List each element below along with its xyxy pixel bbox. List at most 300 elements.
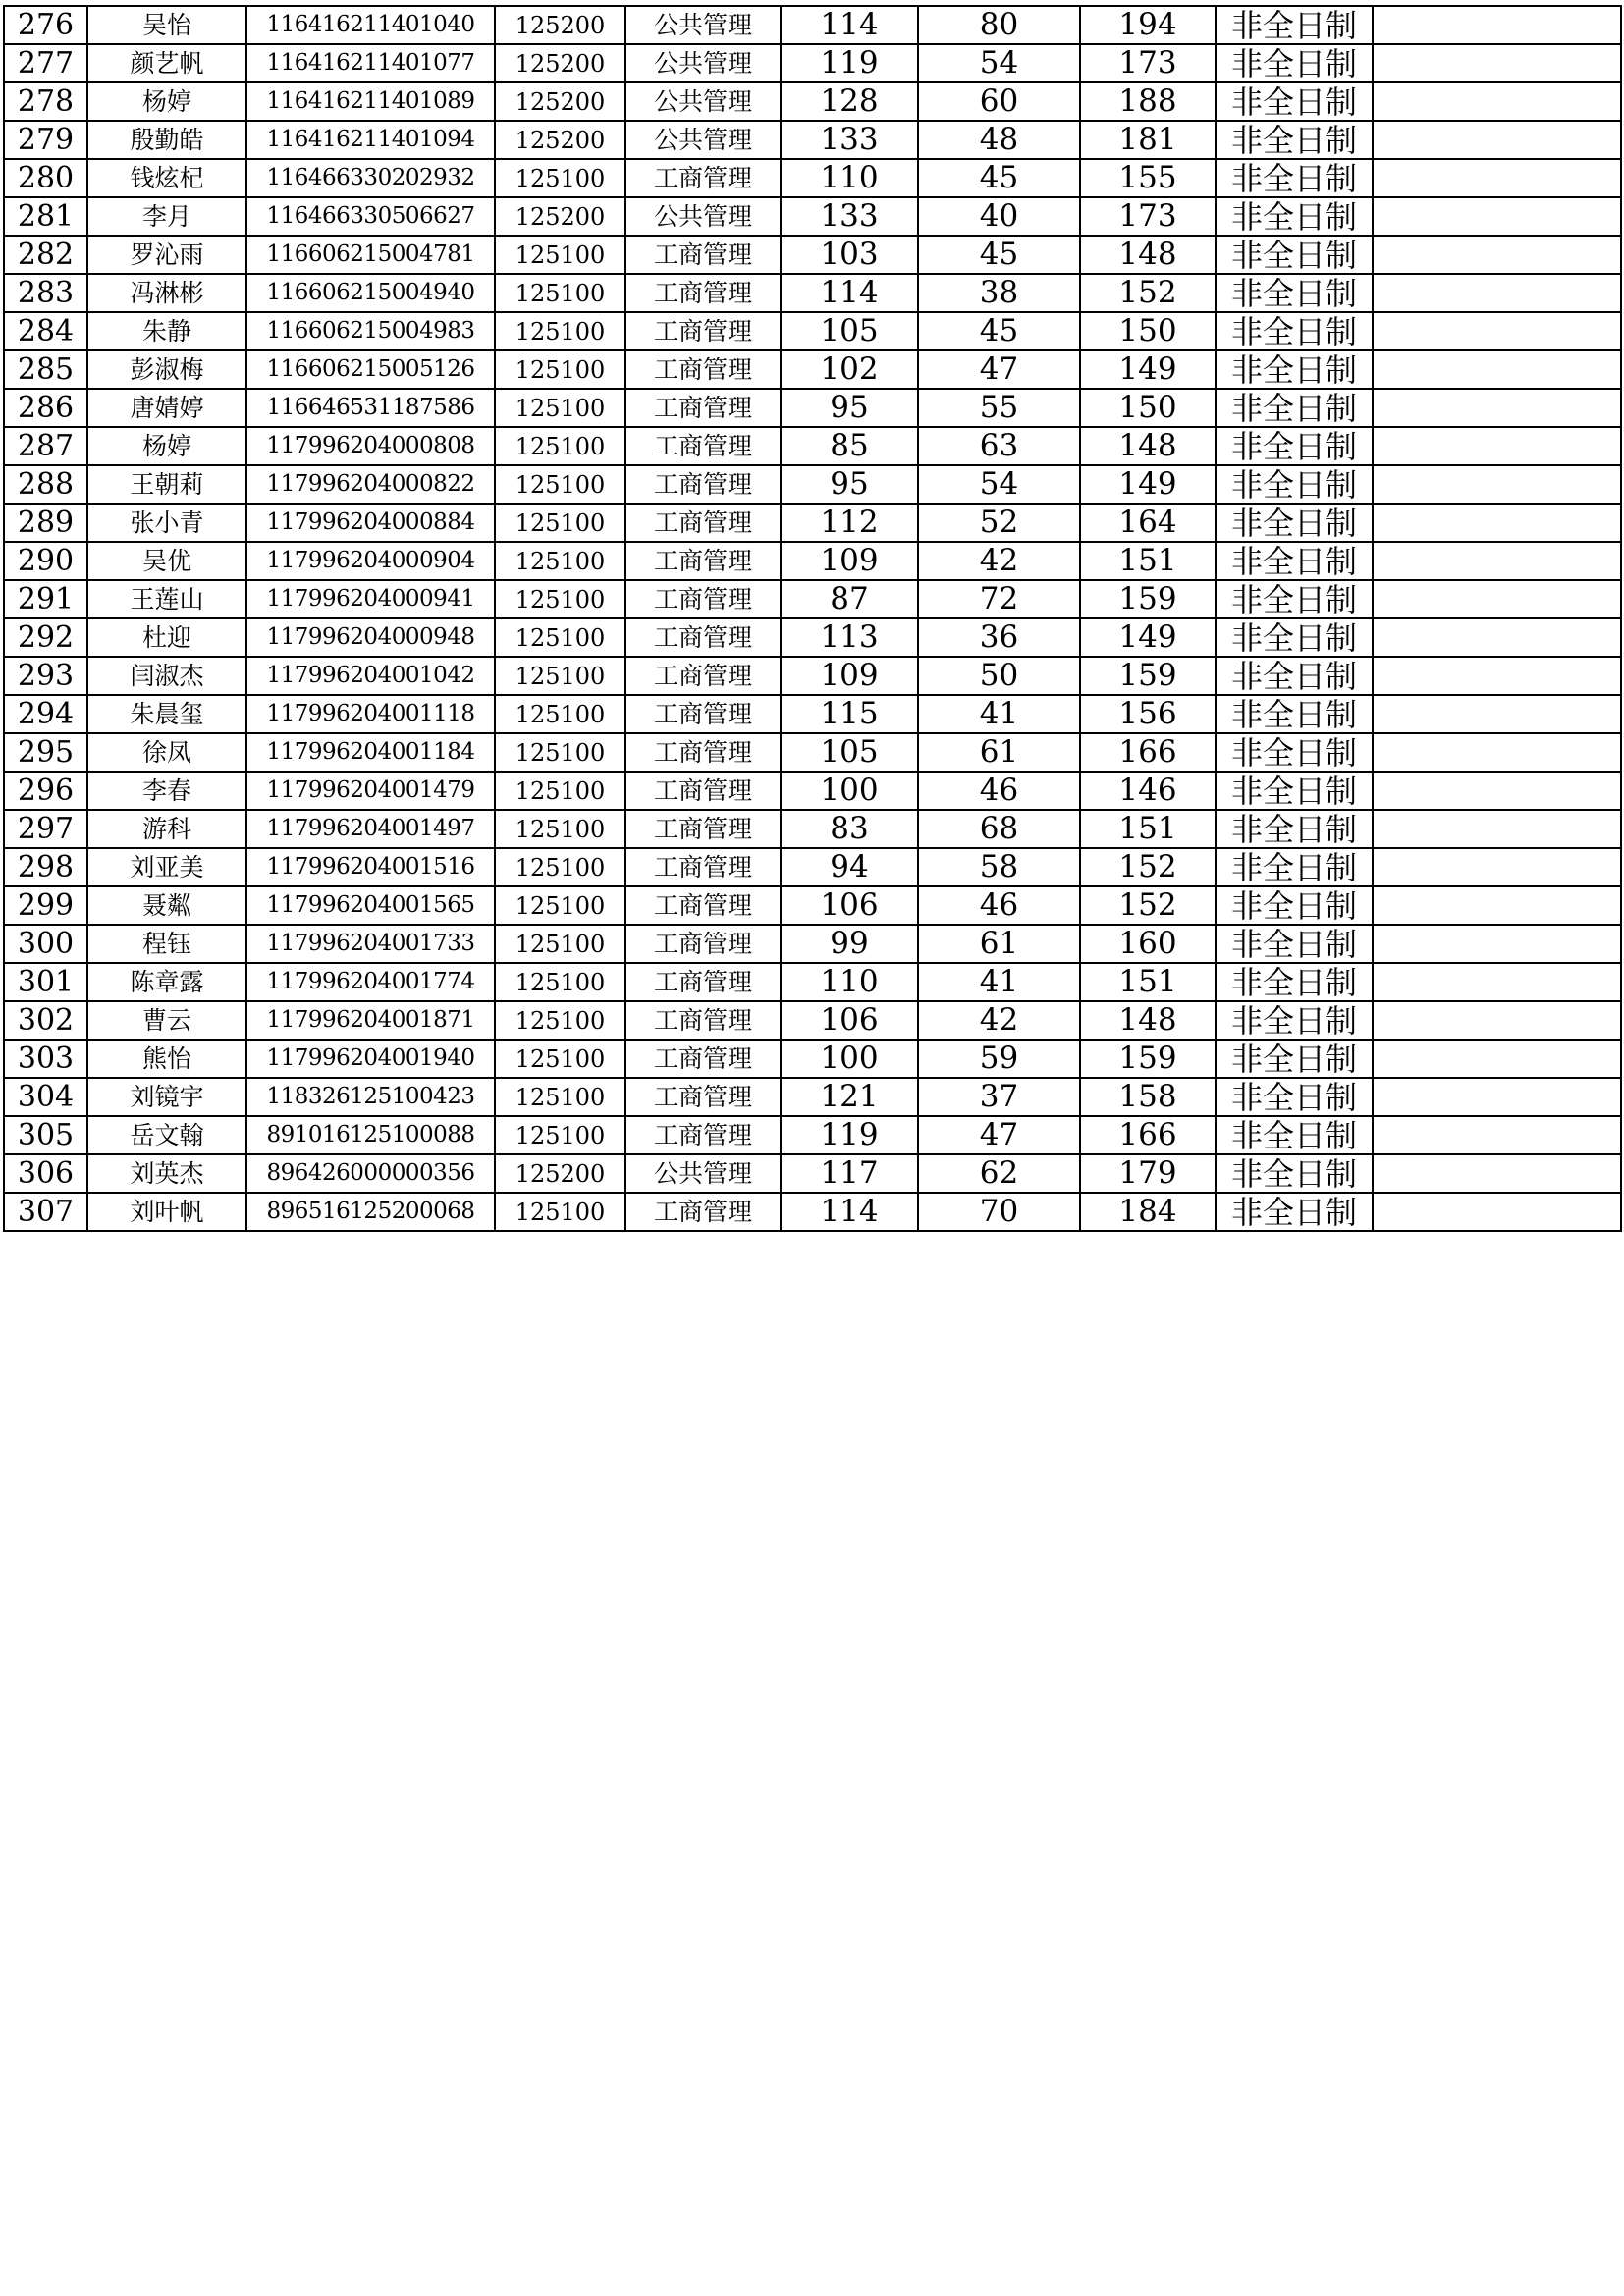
serial-number-cell: 297	[4, 810, 87, 848]
serial-number-cell: 300	[4, 925, 87, 963]
serial-number-cell: 279	[4, 121, 87, 159]
remarks-cell	[1373, 350, 1621, 389]
major-name-cell: 工商管理	[625, 580, 781, 618]
exam-number-cell: 117996204001184	[246, 733, 495, 772]
score-table	[3, 5, 1622, 1232]
candidate-name-cell: 徐凤	[87, 733, 246, 772]
study-mode-cell: 非全日制	[1216, 121, 1373, 159]
table-row	[4, 542, 1621, 580]
exam-number-cell: 118326125100423	[246, 1078, 495, 1116]
table-row	[4, 197, 1621, 236]
major-name-cell: 工商管理	[625, 695, 781, 733]
remarks-cell	[1373, 159, 1621, 197]
remarks-cell	[1373, 1040, 1621, 1078]
table-row	[4, 236, 1621, 274]
major-name-cell: 工商管理	[625, 848, 781, 886]
exam-number-cell: 117996204000808	[246, 427, 495, 465]
major-name-cell: 工商管理	[625, 963, 781, 1001]
study-mode-cell: 非全日制	[1216, 542, 1373, 580]
first-score-cell: 105	[781, 312, 918, 350]
serial-number-cell: 295	[4, 733, 87, 772]
candidate-name-cell: 吴优	[87, 542, 246, 580]
major-code-cell: 125100	[495, 312, 625, 350]
study-mode-cell: 非全日制	[1216, 733, 1373, 772]
first-score-cell: 113	[781, 618, 918, 657]
candidate-name-cell: 刘镜宇	[87, 1078, 246, 1116]
remarks-cell	[1373, 925, 1621, 963]
total-score-cell: 152	[1080, 274, 1216, 312]
first-score-cell: 94	[781, 848, 918, 886]
study-mode-cell: 非全日制	[1216, 657, 1373, 695]
major-code-cell: 125100	[495, 848, 625, 886]
major-name-cell: 工商管理	[625, 236, 781, 274]
study-mode-cell: 非全日制	[1216, 810, 1373, 848]
major-code-cell: 125100	[495, 963, 625, 1001]
exam-number-cell: 116416211401089	[246, 82, 495, 121]
study-mode-cell: 非全日制	[1216, 1001, 1373, 1040]
first-score-cell: 106	[781, 886, 918, 925]
major-code-cell: 125100	[495, 350, 625, 389]
major-name-cell: 工商管理	[625, 886, 781, 925]
candidate-name-cell: 张小青	[87, 504, 246, 542]
second-score-cell: 41	[918, 963, 1080, 1001]
candidate-name-cell: 冯淋彬	[87, 274, 246, 312]
first-score-cell: 106	[781, 1001, 918, 1040]
second-score-cell: 46	[918, 772, 1080, 810]
exam-number-cell: 117996204001733	[246, 925, 495, 963]
second-score-cell: 60	[918, 82, 1080, 121]
second-score-cell: 61	[918, 925, 1080, 963]
major-code-cell: 125200	[495, 1154, 625, 1193]
exam-number-cell: 116606215004781	[246, 236, 495, 274]
total-score-cell: 158	[1080, 1078, 1216, 1116]
candidate-name-cell: 刘英杰	[87, 1154, 246, 1193]
serial-number-cell: 285	[4, 350, 87, 389]
remarks-cell	[1373, 695, 1621, 733]
serial-number-cell: 278	[4, 82, 87, 121]
second-score-cell: 58	[918, 848, 1080, 886]
study-mode-cell: 非全日制	[1216, 389, 1373, 427]
major-name-cell: 工商管理	[625, 733, 781, 772]
exam-number-cell: 117996204001940	[246, 1040, 495, 1078]
total-score-cell: 181	[1080, 121, 1216, 159]
first-score-cell: 95	[781, 465, 918, 504]
major-code-cell: 125100	[495, 772, 625, 810]
major-code-cell: 125100	[495, 504, 625, 542]
first-score-cell: 128	[781, 82, 918, 121]
total-score-cell: 149	[1080, 618, 1216, 657]
second-score-cell: 80	[918, 6, 1080, 44]
major-name-cell: 工商管理	[625, 504, 781, 542]
table-row	[4, 963, 1621, 1001]
study-mode-cell: 非全日制	[1216, 82, 1373, 121]
second-score-cell: 42	[918, 1001, 1080, 1040]
major-name-cell: 工商管理	[625, 1116, 781, 1154]
table-row	[4, 82, 1621, 121]
remarks-cell	[1373, 82, 1621, 121]
total-score-cell: 173	[1080, 197, 1216, 236]
candidate-name-cell: 杨婷	[87, 427, 246, 465]
first-score-cell: 99	[781, 925, 918, 963]
remarks-cell	[1373, 657, 1621, 695]
second-score-cell: 42	[918, 542, 1080, 580]
serial-number-cell: 298	[4, 848, 87, 886]
total-score-cell: 166	[1080, 733, 1216, 772]
serial-number-cell: 299	[4, 886, 87, 925]
table-row	[4, 1001, 1621, 1040]
first-score-cell: 109	[781, 657, 918, 695]
study-mode-cell: 非全日制	[1216, 580, 1373, 618]
major-code-cell: 125100	[495, 580, 625, 618]
exam-number-cell: 116416211401040	[246, 6, 495, 44]
serial-number-cell: 280	[4, 159, 87, 197]
table-row	[4, 350, 1621, 389]
remarks-cell	[1373, 197, 1621, 236]
first-score-cell: 100	[781, 772, 918, 810]
exam-number-cell: 117996204001774	[246, 963, 495, 1001]
first-score-cell: 109	[781, 542, 918, 580]
study-mode-cell: 非全日制	[1216, 1193, 1373, 1231]
major-code-cell: 125100	[495, 427, 625, 465]
second-score-cell: 63	[918, 427, 1080, 465]
major-code-cell: 125200	[495, 121, 625, 159]
exam-number-cell: 117996204001871	[246, 1001, 495, 1040]
remarks-cell	[1373, 465, 1621, 504]
remarks-cell	[1373, 733, 1621, 772]
table-row	[4, 389, 1621, 427]
first-score-cell: 119	[781, 44, 918, 82]
first-score-cell: 110	[781, 159, 918, 197]
candidate-name-cell: 王朝莉	[87, 465, 246, 504]
candidate-name-cell: 王莲山	[87, 580, 246, 618]
first-score-cell: 100	[781, 1040, 918, 1078]
serial-number-cell: 301	[4, 963, 87, 1001]
first-score-cell: 119	[781, 1116, 918, 1154]
candidate-name-cell: 聂粼	[87, 886, 246, 925]
remarks-cell	[1373, 236, 1621, 274]
exam-number-cell: 116606215005126	[246, 350, 495, 389]
total-score-cell: 194	[1080, 6, 1216, 44]
second-score-cell: 45	[918, 159, 1080, 197]
total-score-cell: 150	[1080, 389, 1216, 427]
table-row	[4, 159, 1621, 197]
major-name-cell: 工商管理	[625, 350, 781, 389]
exam-number-cell: 116466330202932	[246, 159, 495, 197]
remarks-cell	[1373, 963, 1621, 1001]
exam-number-cell: 896516125200068	[246, 1193, 495, 1231]
table-row	[4, 657, 1621, 695]
table-row	[4, 312, 1621, 350]
first-score-cell: 114	[781, 6, 918, 44]
first-score-cell: 133	[781, 197, 918, 236]
candidate-name-cell: 刘亚美	[87, 848, 246, 886]
total-score-cell: 166	[1080, 1116, 1216, 1154]
major-name-cell: 工商管理	[625, 427, 781, 465]
table-row	[4, 733, 1621, 772]
candidate-name-cell: 程钰	[87, 925, 246, 963]
serial-number-cell: 287	[4, 427, 87, 465]
second-score-cell: 54	[918, 44, 1080, 82]
major-code-cell: 125100	[495, 1116, 625, 1154]
second-score-cell: 37	[918, 1078, 1080, 1116]
study-mode-cell: 非全日制	[1216, 618, 1373, 657]
serial-number-cell: 277	[4, 44, 87, 82]
second-score-cell: 68	[918, 810, 1080, 848]
serial-number-cell: 283	[4, 274, 87, 312]
serial-number-cell: 294	[4, 695, 87, 733]
table-row	[4, 695, 1621, 733]
first-score-cell: 117	[781, 1154, 918, 1193]
second-score-cell: 61	[918, 733, 1080, 772]
first-score-cell: 112	[781, 504, 918, 542]
major-code-cell: 125100	[495, 236, 625, 274]
total-score-cell: 151	[1080, 810, 1216, 848]
candidate-name-cell: 殷勤皓	[87, 121, 246, 159]
major-name-cell: 公共管理	[625, 82, 781, 121]
remarks-cell	[1373, 274, 1621, 312]
serial-number-cell: 282	[4, 236, 87, 274]
first-score-cell: 95	[781, 389, 918, 427]
second-score-cell: 45	[918, 236, 1080, 274]
major-name-cell: 工商管理	[625, 389, 781, 427]
table-row	[4, 925, 1621, 963]
study-mode-cell: 非全日制	[1216, 427, 1373, 465]
second-score-cell: 70	[918, 1193, 1080, 1231]
second-score-cell: 54	[918, 465, 1080, 504]
total-score-cell: 164	[1080, 504, 1216, 542]
remarks-cell	[1373, 848, 1621, 886]
major-name-cell: 工商管理	[625, 312, 781, 350]
study-mode-cell: 非全日制	[1216, 350, 1373, 389]
total-score-cell: 184	[1080, 1193, 1216, 1231]
first-score-cell: 114	[781, 274, 918, 312]
major-name-cell: 工商管理	[625, 810, 781, 848]
total-score-cell: 148	[1080, 1001, 1216, 1040]
major-code-cell: 125200	[495, 82, 625, 121]
total-score-cell: 160	[1080, 925, 1216, 963]
major-code-cell: 125100	[495, 1001, 625, 1040]
remarks-cell	[1373, 504, 1621, 542]
exam-number-cell: 117996204000884	[246, 504, 495, 542]
serial-number-cell: 291	[4, 580, 87, 618]
candidate-name-cell: 朱晨玺	[87, 695, 246, 733]
serial-number-cell: 302	[4, 1001, 87, 1040]
remarks-cell	[1373, 810, 1621, 848]
remarks-cell	[1373, 1078, 1621, 1116]
major-name-cell: 工商管理	[625, 657, 781, 695]
second-score-cell: 45	[918, 312, 1080, 350]
exam-number-cell: 116416211401077	[246, 44, 495, 82]
total-score-cell: 150	[1080, 312, 1216, 350]
remarks-cell	[1373, 580, 1621, 618]
second-score-cell: 46	[918, 886, 1080, 925]
serial-number-cell: 288	[4, 465, 87, 504]
second-score-cell: 50	[918, 657, 1080, 695]
exam-number-cell: 116416211401094	[246, 121, 495, 159]
remarks-cell	[1373, 1193, 1621, 1231]
major-name-cell: 公共管理	[625, 197, 781, 236]
exam-number-cell: 896426000000356	[246, 1154, 495, 1193]
serial-number-cell: 276	[4, 6, 87, 44]
major-name-cell: 公共管理	[625, 44, 781, 82]
study-mode-cell: 非全日制	[1216, 274, 1373, 312]
major-code-cell: 125100	[495, 695, 625, 733]
second-score-cell: 41	[918, 695, 1080, 733]
major-code-cell: 125100	[495, 657, 625, 695]
study-mode-cell: 非全日制	[1216, 925, 1373, 963]
major-code-cell: 125100	[495, 1040, 625, 1078]
table-row	[4, 848, 1621, 886]
second-score-cell: 72	[918, 580, 1080, 618]
candidate-name-cell: 杜迎	[87, 618, 246, 657]
first-score-cell: 121	[781, 1078, 918, 1116]
study-mode-cell: 非全日制	[1216, 197, 1373, 236]
exam-number-cell: 117996204000941	[246, 580, 495, 618]
remarks-cell	[1373, 1001, 1621, 1040]
second-score-cell: 48	[918, 121, 1080, 159]
major-name-cell: 工商管理	[625, 925, 781, 963]
exam-number-cell: 116606215004940	[246, 274, 495, 312]
total-score-cell: 151	[1080, 542, 1216, 580]
major-name-cell: 工商管理	[625, 1001, 781, 1040]
score-table-body	[4, 6, 1621, 1231]
table-row	[4, 810, 1621, 848]
study-mode-cell: 非全日制	[1216, 1078, 1373, 1116]
candidate-name-cell: 李月	[87, 197, 246, 236]
second-score-cell: 52	[918, 504, 1080, 542]
serial-number-cell: 284	[4, 312, 87, 350]
total-score-cell: 152	[1080, 886, 1216, 925]
exam-number-cell: 116466330506627	[246, 197, 495, 236]
candidate-name-cell: 曹云	[87, 1001, 246, 1040]
study-mode-cell: 非全日制	[1216, 236, 1373, 274]
table-row	[4, 580, 1621, 618]
exam-number-cell: 116646531187586	[246, 389, 495, 427]
serial-number-cell: 290	[4, 542, 87, 580]
candidate-name-cell: 闫淑杰	[87, 657, 246, 695]
serial-number-cell: 293	[4, 657, 87, 695]
major-name-cell: 工商管理	[625, 274, 781, 312]
table-row	[4, 427, 1621, 465]
table-row	[4, 772, 1621, 810]
total-score-cell: 146	[1080, 772, 1216, 810]
major-name-cell: 工商管理	[625, 618, 781, 657]
remarks-cell	[1373, 389, 1621, 427]
major-code-cell: 125100	[495, 810, 625, 848]
candidate-name-cell: 陈章露	[87, 963, 246, 1001]
major-code-cell: 125100	[495, 389, 625, 427]
major-name-cell: 工商管理	[625, 1193, 781, 1231]
major-code-cell: 125200	[495, 6, 625, 44]
first-score-cell: 133	[781, 121, 918, 159]
candidate-name-cell: 刘叶帆	[87, 1193, 246, 1231]
total-score-cell: 155	[1080, 159, 1216, 197]
major-code-cell: 125100	[495, 159, 625, 197]
study-mode-cell: 非全日制	[1216, 1040, 1373, 1078]
major-code-cell: 125100	[495, 618, 625, 657]
second-score-cell: 47	[918, 350, 1080, 389]
table-row	[4, 886, 1621, 925]
total-score-cell: 156	[1080, 695, 1216, 733]
serial-number-cell: 303	[4, 1040, 87, 1078]
second-score-cell: 62	[918, 1154, 1080, 1193]
serial-number-cell: 289	[4, 504, 87, 542]
serial-number-cell: 292	[4, 618, 87, 657]
serial-number-cell: 296	[4, 772, 87, 810]
study-mode-cell: 非全日制	[1216, 1154, 1373, 1193]
candidate-name-cell: 朱静	[87, 312, 246, 350]
first-score-cell: 102	[781, 350, 918, 389]
candidate-name-cell: 吴怡	[87, 6, 246, 44]
study-mode-cell: 非全日制	[1216, 6, 1373, 44]
serial-number-cell: 305	[4, 1116, 87, 1154]
candidate-name-cell: 岳文翰	[87, 1116, 246, 1154]
total-score-cell: 179	[1080, 1154, 1216, 1193]
serial-number-cell: 304	[4, 1078, 87, 1116]
exam-number-cell: 891016125100088	[246, 1116, 495, 1154]
table-row	[4, 465, 1621, 504]
study-mode-cell: 非全日制	[1216, 159, 1373, 197]
remarks-cell	[1373, 312, 1621, 350]
total-score-cell: 152	[1080, 848, 1216, 886]
major-name-cell: 工商管理	[625, 542, 781, 580]
second-score-cell: 47	[918, 1116, 1080, 1154]
major-code-cell: 125100	[495, 274, 625, 312]
total-score-cell: 188	[1080, 82, 1216, 121]
major-code-cell: 125200	[495, 197, 625, 236]
major-name-cell: 工商管理	[625, 465, 781, 504]
study-mode-cell: 非全日制	[1216, 312, 1373, 350]
second-score-cell: 38	[918, 274, 1080, 312]
major-code-cell: 125100	[495, 886, 625, 925]
second-score-cell: 36	[918, 618, 1080, 657]
exam-number-cell: 117996204001118	[246, 695, 495, 733]
candidate-name-cell: 彭淑梅	[87, 350, 246, 389]
second-score-cell: 40	[918, 197, 1080, 236]
exam-number-cell: 116606215004983	[246, 312, 495, 350]
total-score-cell: 151	[1080, 963, 1216, 1001]
table-row	[4, 1116, 1621, 1154]
major-name-cell: 公共管理	[625, 1154, 781, 1193]
exam-number-cell: 117996204000948	[246, 618, 495, 657]
candidate-name-cell: 钱炫杞	[87, 159, 246, 197]
major-name-cell: 工商管理	[625, 772, 781, 810]
total-score-cell: 148	[1080, 236, 1216, 274]
study-mode-cell: 非全日制	[1216, 1116, 1373, 1154]
study-mode-cell: 非全日制	[1216, 504, 1373, 542]
major-code-cell: 125100	[495, 925, 625, 963]
major-code-cell: 125200	[495, 44, 625, 82]
candidate-name-cell: 罗沁雨	[87, 236, 246, 274]
first-score-cell: 85	[781, 427, 918, 465]
first-score-cell: 105	[781, 733, 918, 772]
major-code-cell: 125100	[495, 465, 625, 504]
study-mode-cell: 非全日制	[1216, 465, 1373, 504]
major-code-cell: 125100	[495, 542, 625, 580]
remarks-cell	[1373, 44, 1621, 82]
study-mode-cell: 非全日制	[1216, 44, 1373, 82]
remarks-cell	[1373, 886, 1621, 925]
serial-number-cell: 281	[4, 197, 87, 236]
exam-number-cell: 117996204001497	[246, 810, 495, 848]
total-score-cell: 159	[1080, 1040, 1216, 1078]
remarks-cell	[1373, 772, 1621, 810]
total-score-cell: 149	[1080, 350, 1216, 389]
candidate-name-cell: 游科	[87, 810, 246, 848]
exam-number-cell: 117996204001479	[246, 772, 495, 810]
table-row	[4, 1193, 1621, 1231]
second-score-cell: 55	[918, 389, 1080, 427]
